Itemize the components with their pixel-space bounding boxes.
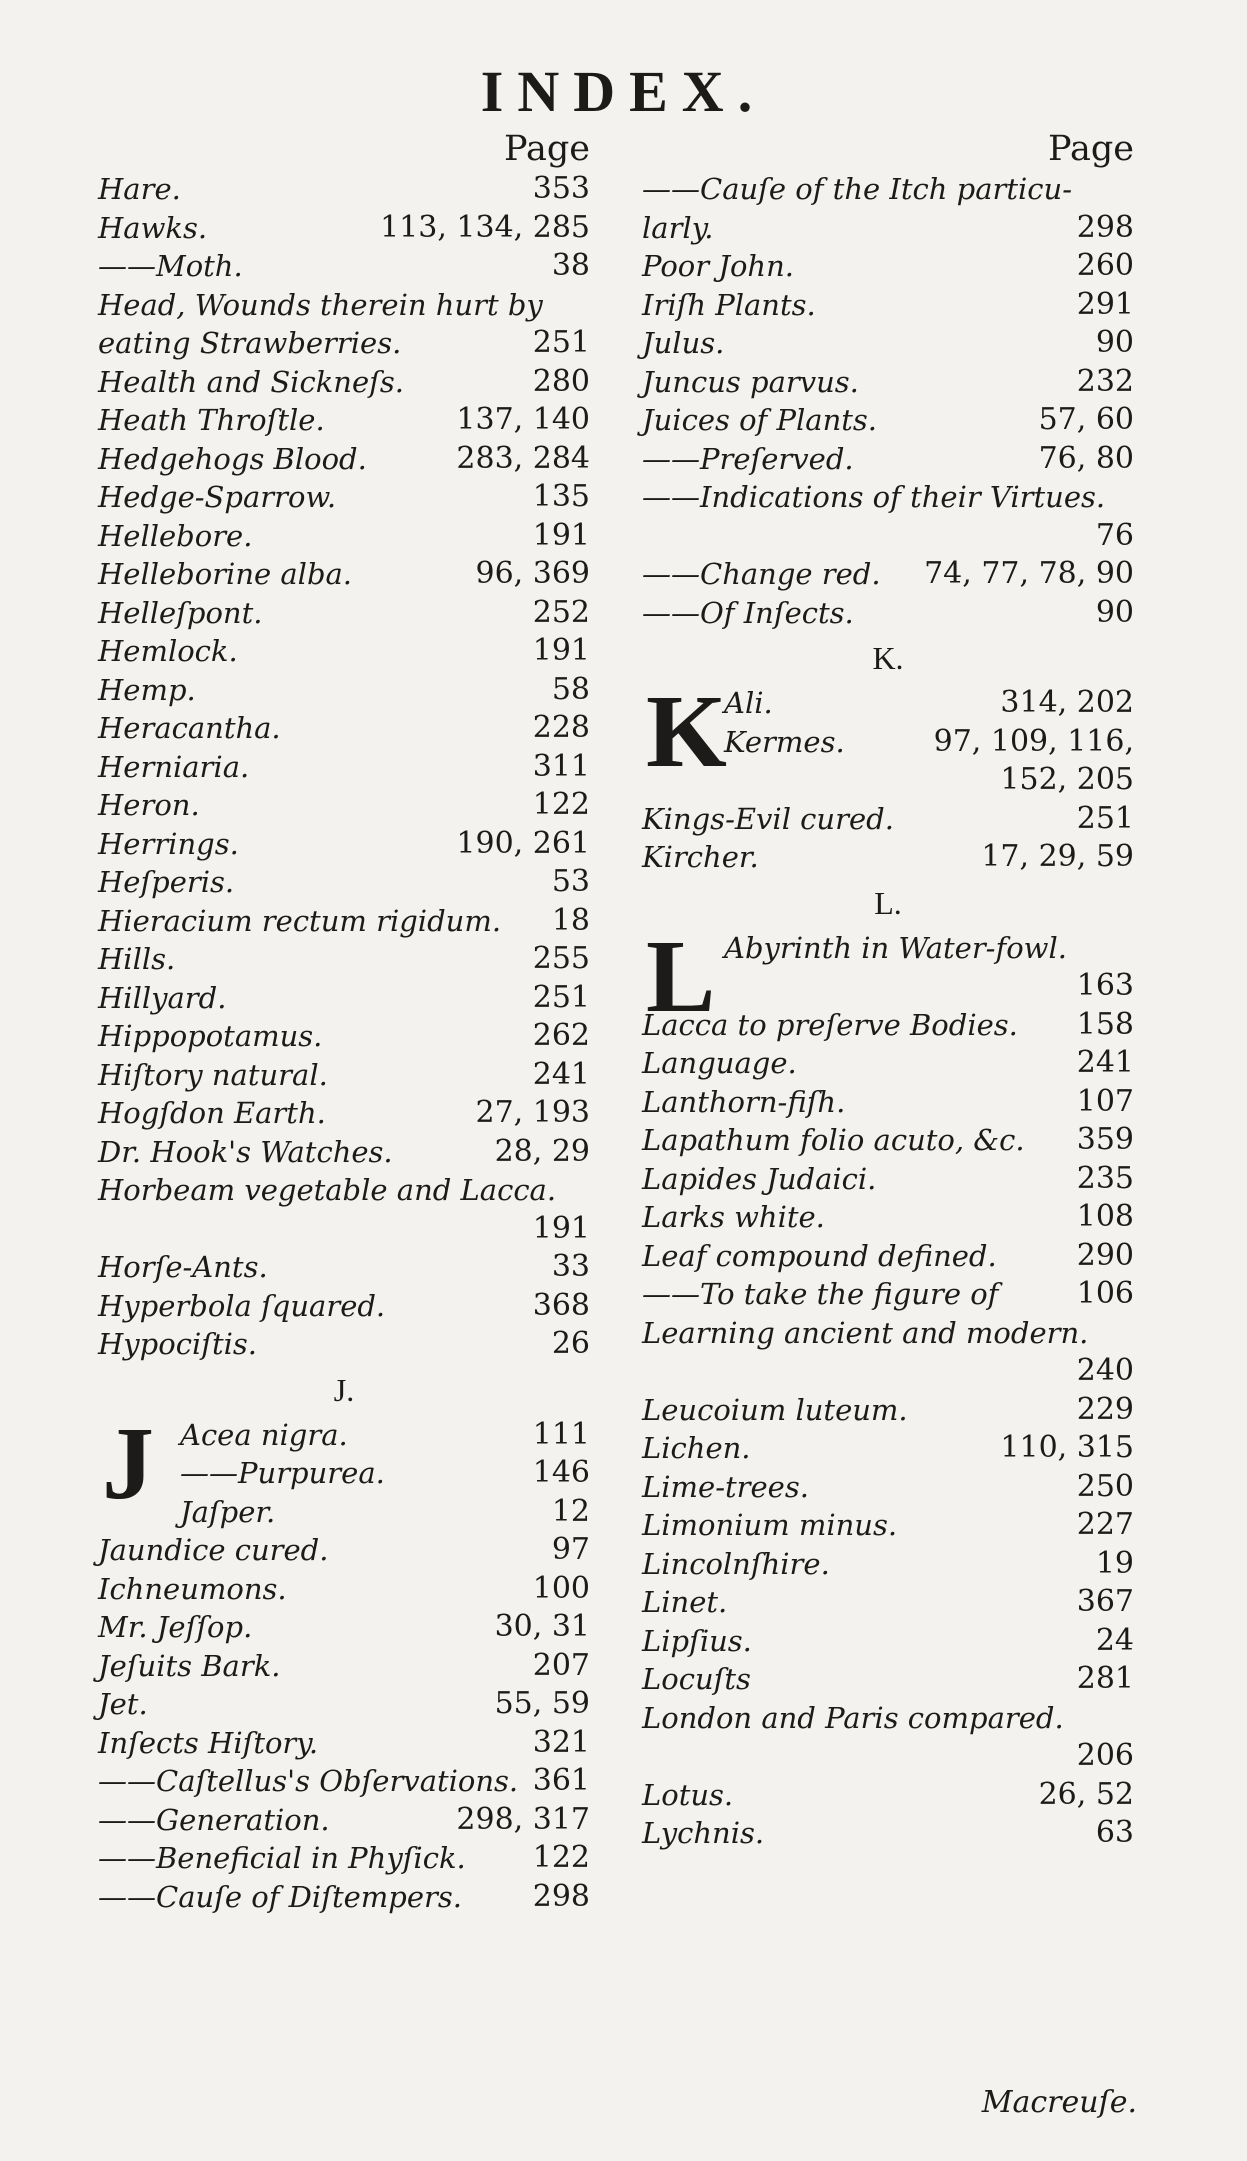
index-entry bbox=[98, 1133, 590, 1172]
entry-pages: 63 bbox=[1095, 1815, 1134, 1850]
index-list bbox=[642, 674, 1134, 800]
entry-pages: 76, 80 bbox=[1038, 440, 1134, 476]
entry-term: Hippopotamus. bbox=[98, 1019, 323, 1053]
entry-pages: 191 bbox=[532, 633, 590, 668]
entry-pages: 235 bbox=[1076, 1160, 1134, 1196]
index-entry bbox=[98, 594, 590, 633]
entry-term: ——Caſtellus's Obſervations. bbox=[98, 1764, 519, 1798]
index-entry bbox=[642, 1044, 1134, 1083]
entry-term: ——Purpurea. bbox=[180, 1456, 385, 1490]
index-entry bbox=[98, 555, 590, 594]
index-list bbox=[642, 800, 1134, 877]
index-entry bbox=[98, 1762, 590, 1801]
index-entry bbox=[98, 1531, 590, 1570]
entry-term: larly. bbox=[642, 210, 714, 245]
entry-term: Hills. bbox=[98, 942, 176, 976]
index-entry bbox=[98, 1454, 590, 1493]
entry-pages: 262 bbox=[532, 1018, 590, 1053]
index-entry bbox=[98, 709, 590, 748]
entry-pages: 100 bbox=[532, 1570, 590, 1606]
index-entry bbox=[98, 632, 590, 671]
index-list bbox=[642, 170, 1134, 632]
entry-term: eating Strawberries. bbox=[98, 326, 402, 360]
entry-pages: 251 bbox=[532, 979, 590, 1015]
index-entry bbox=[98, 671, 590, 710]
index-entry bbox=[98, 1839, 590, 1878]
entry-pages: 314, 202 bbox=[1000, 685, 1134, 720]
entry-term: Mr. Jeſſop. bbox=[98, 1610, 253, 1644]
index-list bbox=[642, 1006, 1134, 1853]
entry-pages: 291 bbox=[1076, 286, 1134, 322]
entry-pages: 191 bbox=[532, 517, 590, 553]
index-entry bbox=[642, 1622, 1134, 1661]
index-entry bbox=[642, 684, 1134, 723]
entry-term: Lacca to preſerve Bodies. bbox=[642, 1007, 1018, 1042]
index-entry bbox=[98, 1724, 590, 1763]
entry-term: Health and Sickneſs. bbox=[98, 364, 404, 399]
index-entry bbox=[98, 478, 590, 517]
index-entry bbox=[642, 363, 1134, 402]
entry-term: Hogſdon Earth. bbox=[98, 1096, 326, 1130]
index-list bbox=[642, 929, 1134, 1006]
index-entry bbox=[642, 723, 1134, 762]
entry-pages: 280 bbox=[532, 363, 590, 399]
dropcap-block bbox=[98, 1405, 590, 1532]
entry-pages: 281 bbox=[1076, 1661, 1134, 1696]
entry-term: Acea nigra. bbox=[180, 1417, 348, 1452]
entry-pages: 111 bbox=[532, 1416, 590, 1452]
index-entry bbox=[642, 838, 1134, 877]
entry-pages: 97, 109, 116, bbox=[933, 723, 1134, 759]
entry-term: Horſe-Ants. bbox=[98, 1250, 268, 1284]
entry-term: Horbeam vegetable and Lacca. bbox=[98, 1173, 557, 1207]
index-entry bbox=[642, 209, 1134, 248]
entry-pages: 135 bbox=[532, 479, 590, 514]
entry-term: London and Paris compared. bbox=[642, 1700, 1064, 1735]
entry-term: Hedge-Sparrow. bbox=[98, 480, 337, 514]
entry-term: Hillyard. bbox=[98, 980, 227, 1015]
entry-term: ——To take the figure of bbox=[642, 1277, 999, 1311]
entry-pages: 232 bbox=[1076, 363, 1134, 399]
entry-term: Lychnis. bbox=[642, 1816, 765, 1850]
entry-pages: 17, 29, 59 bbox=[981, 839, 1134, 874]
entry-pages: 106 bbox=[1076, 1276, 1134, 1311]
section-heading: L. bbox=[874, 884, 902, 921]
entry-pages: 321 bbox=[532, 1724, 590, 1760]
entry-pages: 367 bbox=[1076, 1584, 1134, 1619]
index-entry bbox=[642, 247, 1134, 286]
index-entry bbox=[642, 401, 1134, 440]
entry-term: Heron. bbox=[98, 788, 200, 822]
entry-pages: 290 bbox=[1076, 1237, 1134, 1273]
entry-term: ——Indications of their Virtues. bbox=[642, 480, 1106, 514]
entry-term: ——Of Inſects. bbox=[642, 595, 854, 630]
index-entry bbox=[98, 1801, 590, 1840]
index-entry bbox=[98, 1493, 590, 1532]
entry-term: Larks white. bbox=[642, 1200, 825, 1234]
index-entry bbox=[642, 1006, 1134, 1045]
entry-pages: 163 bbox=[1076, 968, 1134, 1003]
entry-pages: 353 bbox=[532, 171, 590, 206]
index-entry bbox=[98, 1608, 590, 1647]
entry-term: Jaundice cured. bbox=[98, 1533, 329, 1567]
entry-term: Head, Wounds therein hurt by bbox=[98, 287, 543, 322]
entry-term: Jeſuits Bark. bbox=[98, 1648, 281, 1683]
index-entry bbox=[98, 440, 590, 479]
entry-term: Lanthorn-fiſh. bbox=[642, 1084, 846, 1119]
entry-term: Kermes. bbox=[724, 724, 845, 759]
entry-term: Hyperbola ſquared. bbox=[98, 1288, 386, 1323]
entry-pages: 260 bbox=[1076, 248, 1134, 283]
entry-term: Hieracium rectum rigidum. bbox=[98, 903, 502, 938]
entry-pages: 113, 134, 285 bbox=[380, 209, 590, 245]
entry-pages: 311 bbox=[532, 748, 590, 784]
index-entry bbox=[642, 594, 1134, 633]
index-entry bbox=[98, 1056, 590, 1095]
index-entry bbox=[642, 1660, 1134, 1699]
entry-pages: 298, 317 bbox=[456, 1801, 590, 1837]
index-entry bbox=[98, 401, 590, 440]
left-column bbox=[98, 128, 590, 1916]
entry-pages: 146 bbox=[532, 1455, 590, 1490]
entry-pages: 368 bbox=[532, 1287, 590, 1323]
entry-term: Dr. Hook's Watches. bbox=[98, 1134, 393, 1169]
index-entry bbox=[642, 1160, 1134, 1199]
index-entry bbox=[98, 1171, 590, 1210]
entry-pages: 251 bbox=[532, 325, 590, 360]
index-entry bbox=[642, 324, 1134, 363]
entry-pages: 250 bbox=[1076, 1468, 1134, 1504]
index-entry bbox=[98, 1017, 590, 1056]
entry-pages: 251 bbox=[1076, 800, 1134, 836]
index-entry bbox=[642, 1352, 1134, 1391]
entry-term: Hypociſtis. bbox=[98, 1327, 257, 1361]
entry-pages: 255 bbox=[532, 941, 590, 976]
entry-pages: 359 bbox=[1076, 1122, 1134, 1157]
dropcap-block bbox=[642, 674, 1134, 800]
catchword: Macreuſe. bbox=[981, 2085, 1137, 2120]
entry-pages: 53 bbox=[551, 864, 590, 899]
index-entry bbox=[98, 1416, 590, 1455]
index-entry bbox=[642, 1121, 1134, 1160]
entry-term: Hedgehogs Blood. bbox=[98, 441, 367, 476]
entry-pages: 26, 52 bbox=[1038, 1776, 1134, 1812]
entry-term: Hellebore. bbox=[98, 518, 253, 553]
entry-term: Linet. bbox=[642, 1585, 728, 1619]
entry-term: Lotus. bbox=[642, 1777, 734, 1812]
entry-term: Limonium minus. bbox=[642, 1508, 898, 1542]
entry-term: Ali. bbox=[724, 686, 773, 720]
index-entry bbox=[642, 555, 1134, 594]
index-entry bbox=[98, 1325, 590, 1364]
entry-term: Hawks. bbox=[98, 210, 208, 245]
entry-pages: 152, 205 bbox=[1000, 762, 1134, 797]
entry-pages: 190, 261 bbox=[456, 825, 590, 861]
entry-term: Hiſtory natural. bbox=[98, 1057, 328, 1092]
index-entry bbox=[642, 1237, 1134, 1276]
entry-term: Kings-Evil cured. bbox=[642, 801, 894, 836]
index-entry bbox=[98, 247, 590, 286]
index-entry bbox=[98, 363, 590, 402]
entry-term: Juncus parvus. bbox=[642, 364, 859, 399]
entry-term: Inſects Hiſtory. bbox=[98, 1725, 319, 1760]
entry-term: Lincolnſhire. bbox=[642, 1546, 830, 1581]
entry-term: Iriſh Plants. bbox=[642, 287, 816, 322]
entry-pages: 24 bbox=[1095, 1622, 1134, 1658]
index-entry bbox=[98, 1248, 590, 1287]
entry-pages: 38 bbox=[551, 248, 590, 283]
entry-pages: 96, 369 bbox=[475, 556, 590, 591]
index-entry bbox=[642, 1275, 1134, 1314]
index-list bbox=[98, 170, 590, 1364]
index-entry bbox=[642, 478, 1134, 517]
index-entry bbox=[98, 209, 590, 248]
index-entry bbox=[98, 286, 590, 325]
index-entry bbox=[642, 1429, 1134, 1468]
section-heading: K. bbox=[872, 640, 904, 676]
entry-pages: 240 bbox=[1076, 1353, 1134, 1388]
section-heading: J. bbox=[333, 1371, 355, 1408]
entry-term: Poor John. bbox=[642, 249, 794, 283]
index-entry bbox=[98, 1685, 590, 1724]
index-entry bbox=[642, 1814, 1134, 1853]
entry-term: Juices of Plants. bbox=[642, 403, 878, 437]
index-entry bbox=[642, 929, 1134, 968]
entry-pages: 252 bbox=[532, 594, 590, 630]
entry-pages: 283, 284 bbox=[456, 440, 590, 476]
index-entry bbox=[642, 1506, 1134, 1545]
entry-pages: 241 bbox=[532, 1056, 590, 1092]
entry-pages: 90 bbox=[1095, 594, 1134, 630]
index-list bbox=[98, 1405, 590, 1532]
entry-pages: 74, 77, 78, 90 bbox=[924, 556, 1134, 591]
entry-term: Heracantha. bbox=[98, 711, 281, 745]
entry-pages: 18 bbox=[551, 902, 590, 938]
index-entry bbox=[642, 1314, 1134, 1353]
entry-pages: 137, 140 bbox=[456, 402, 590, 437]
index-entry bbox=[642, 517, 1134, 556]
entry-pages: 241 bbox=[1076, 1045, 1134, 1080]
entry-pages: 361 bbox=[532, 1763, 590, 1798]
entry-pages: 27, 193 bbox=[475, 1095, 590, 1130]
index-entry bbox=[98, 940, 590, 979]
entry-pages: 298 bbox=[532, 1878, 590, 1914]
entry-pages: 107 bbox=[1076, 1083, 1134, 1119]
entry-pages: 122 bbox=[532, 1840, 590, 1875]
entry-term: Locuſts bbox=[642, 1662, 751, 1696]
entry-term: Lime-trees. bbox=[642, 1469, 809, 1504]
entry-term: Hare. bbox=[98, 172, 181, 206]
index-entry bbox=[642, 800, 1134, 839]
drop-cap: J bbox=[102, 1405, 154, 1521]
index-entry bbox=[98, 1210, 590, 1249]
entry-term: Learning ancient and modern. bbox=[642, 1315, 1089, 1350]
right-column bbox=[642, 128, 1134, 1853]
index-entry bbox=[642, 1468, 1134, 1507]
entry-term: ——Preſerved. bbox=[642, 441, 854, 476]
entry-pages: 298 bbox=[1076, 209, 1134, 245]
entry-term: Lichen. bbox=[642, 1431, 751, 1465]
entry-pages: 57, 60 bbox=[1038, 402, 1134, 437]
entry-pages: 206 bbox=[1076, 1738, 1134, 1773]
index-entry bbox=[642, 1776, 1134, 1815]
index-entry bbox=[98, 1878, 590, 1917]
entry-pages: 30, 31 bbox=[494, 1609, 590, 1644]
entry-term: Herrings. bbox=[98, 826, 239, 861]
entry-term: Heſperis. bbox=[98, 865, 235, 899]
index-entry bbox=[98, 1094, 590, 1133]
index-entry bbox=[642, 1198, 1134, 1237]
entry-term: ——Cauſe of Diſtempers. bbox=[98, 1879, 462, 1914]
index-entry bbox=[642, 286, 1134, 325]
entry-term: Jaſper. bbox=[180, 1494, 276, 1529]
index-entry bbox=[98, 1647, 590, 1686]
entry-pages: 191 bbox=[532, 1210, 590, 1246]
drop-cap: K bbox=[646, 674, 727, 789]
entry-pages: 19 bbox=[1095, 1545, 1134, 1581]
entry-term: ——Moth. bbox=[98, 249, 243, 283]
index-entry bbox=[642, 761, 1134, 800]
entry-pages: 228 bbox=[532, 710, 590, 745]
entry-term: ——Change red. bbox=[642, 557, 881, 591]
index-entry bbox=[98, 902, 590, 941]
page-column-header: Page bbox=[504, 129, 590, 169]
entry-term: Herniaria. bbox=[98, 749, 250, 784]
entry-term: Abyrinth in Water-fowl. bbox=[724, 930, 1067, 965]
entry-term: ——Cauſe of the Itch particu- bbox=[642, 172, 1073, 206]
entry-pages: 58 bbox=[551, 671, 590, 707]
index-entry bbox=[642, 1737, 1134, 1776]
index-entry bbox=[642, 1583, 1134, 1622]
entry-pages: 33 bbox=[551, 1249, 590, 1284]
index-entry bbox=[98, 786, 590, 825]
entry-pages: 110, 315 bbox=[1000, 1430, 1134, 1465]
index-entry bbox=[642, 170, 1134, 209]
entry-pages: 28, 29 bbox=[494, 1133, 590, 1169]
entry-term: Julus. bbox=[642, 326, 725, 360]
entry-term: Lapides Judaici. bbox=[642, 1161, 877, 1196]
entry-pages: 158 bbox=[1076, 1006, 1134, 1042]
entry-term: Leucoium luteum. bbox=[642, 1392, 908, 1427]
entry-pages: 12 bbox=[551, 1493, 590, 1529]
entry-pages: 26 bbox=[551, 1326, 590, 1361]
page-column-header: Page bbox=[1048, 129, 1134, 169]
entry-term: Hemp. bbox=[98, 672, 196, 707]
entry-pages: 229 bbox=[1076, 1391, 1134, 1427]
entry-pages: 76 bbox=[1095, 517, 1134, 553]
index-entry bbox=[98, 863, 590, 902]
entry-pages: 55, 59 bbox=[494, 1686, 590, 1721]
index-entry bbox=[98, 1287, 590, 1326]
page-title: INDEX. bbox=[480, 59, 767, 124]
index-entry bbox=[98, 1570, 590, 1609]
entry-term: Heath Throſtle. bbox=[98, 403, 325, 437]
index-entry bbox=[98, 825, 590, 864]
entry-term: Helleborine alba. bbox=[98, 557, 353, 591]
drop-cap: L bbox=[646, 918, 716, 1034]
index-entry bbox=[642, 967, 1134, 1006]
index-entry bbox=[98, 979, 590, 1018]
entry-term: ——Beneficial in Phyſick. bbox=[98, 1841, 466, 1875]
entry-pages: 227 bbox=[1076, 1507, 1134, 1542]
index-entry bbox=[98, 517, 590, 556]
entry-term: Language. bbox=[642, 1046, 797, 1080]
entry-term: Hemlock. bbox=[98, 634, 238, 668]
entry-pages: 90 bbox=[1095, 325, 1134, 360]
entry-pages: 97 bbox=[551, 1532, 590, 1567]
index-entry bbox=[642, 1545, 1134, 1584]
index-entry bbox=[642, 1391, 1134, 1430]
entry-term: ——Generation. bbox=[98, 1802, 330, 1837]
index-list bbox=[98, 1531, 590, 1916]
entry-pages: 122 bbox=[532, 787, 590, 822]
entry-pages: 207 bbox=[532, 1647, 590, 1683]
index-entry bbox=[98, 748, 590, 787]
index-entry bbox=[98, 170, 590, 209]
entry-term: Leaf compound defined. bbox=[642, 1238, 997, 1273]
index-entry bbox=[642, 440, 1134, 479]
entry-pages: 108 bbox=[1076, 1199, 1134, 1234]
entry-term: Helleſpont. bbox=[98, 595, 263, 630]
index-entry bbox=[98, 324, 590, 363]
entry-term: Lapathum folio acuto, &c. bbox=[642, 1123, 1025, 1157]
entry-term: Ichneumons. bbox=[98, 1571, 287, 1606]
index-entry bbox=[642, 1083, 1134, 1122]
entry-term: Lipſius. bbox=[642, 1623, 752, 1658]
entry-term: Kircher. bbox=[642, 840, 759, 874]
entry-term: Jet. bbox=[98, 1687, 148, 1721]
index-entry bbox=[642, 1699, 1134, 1738]
